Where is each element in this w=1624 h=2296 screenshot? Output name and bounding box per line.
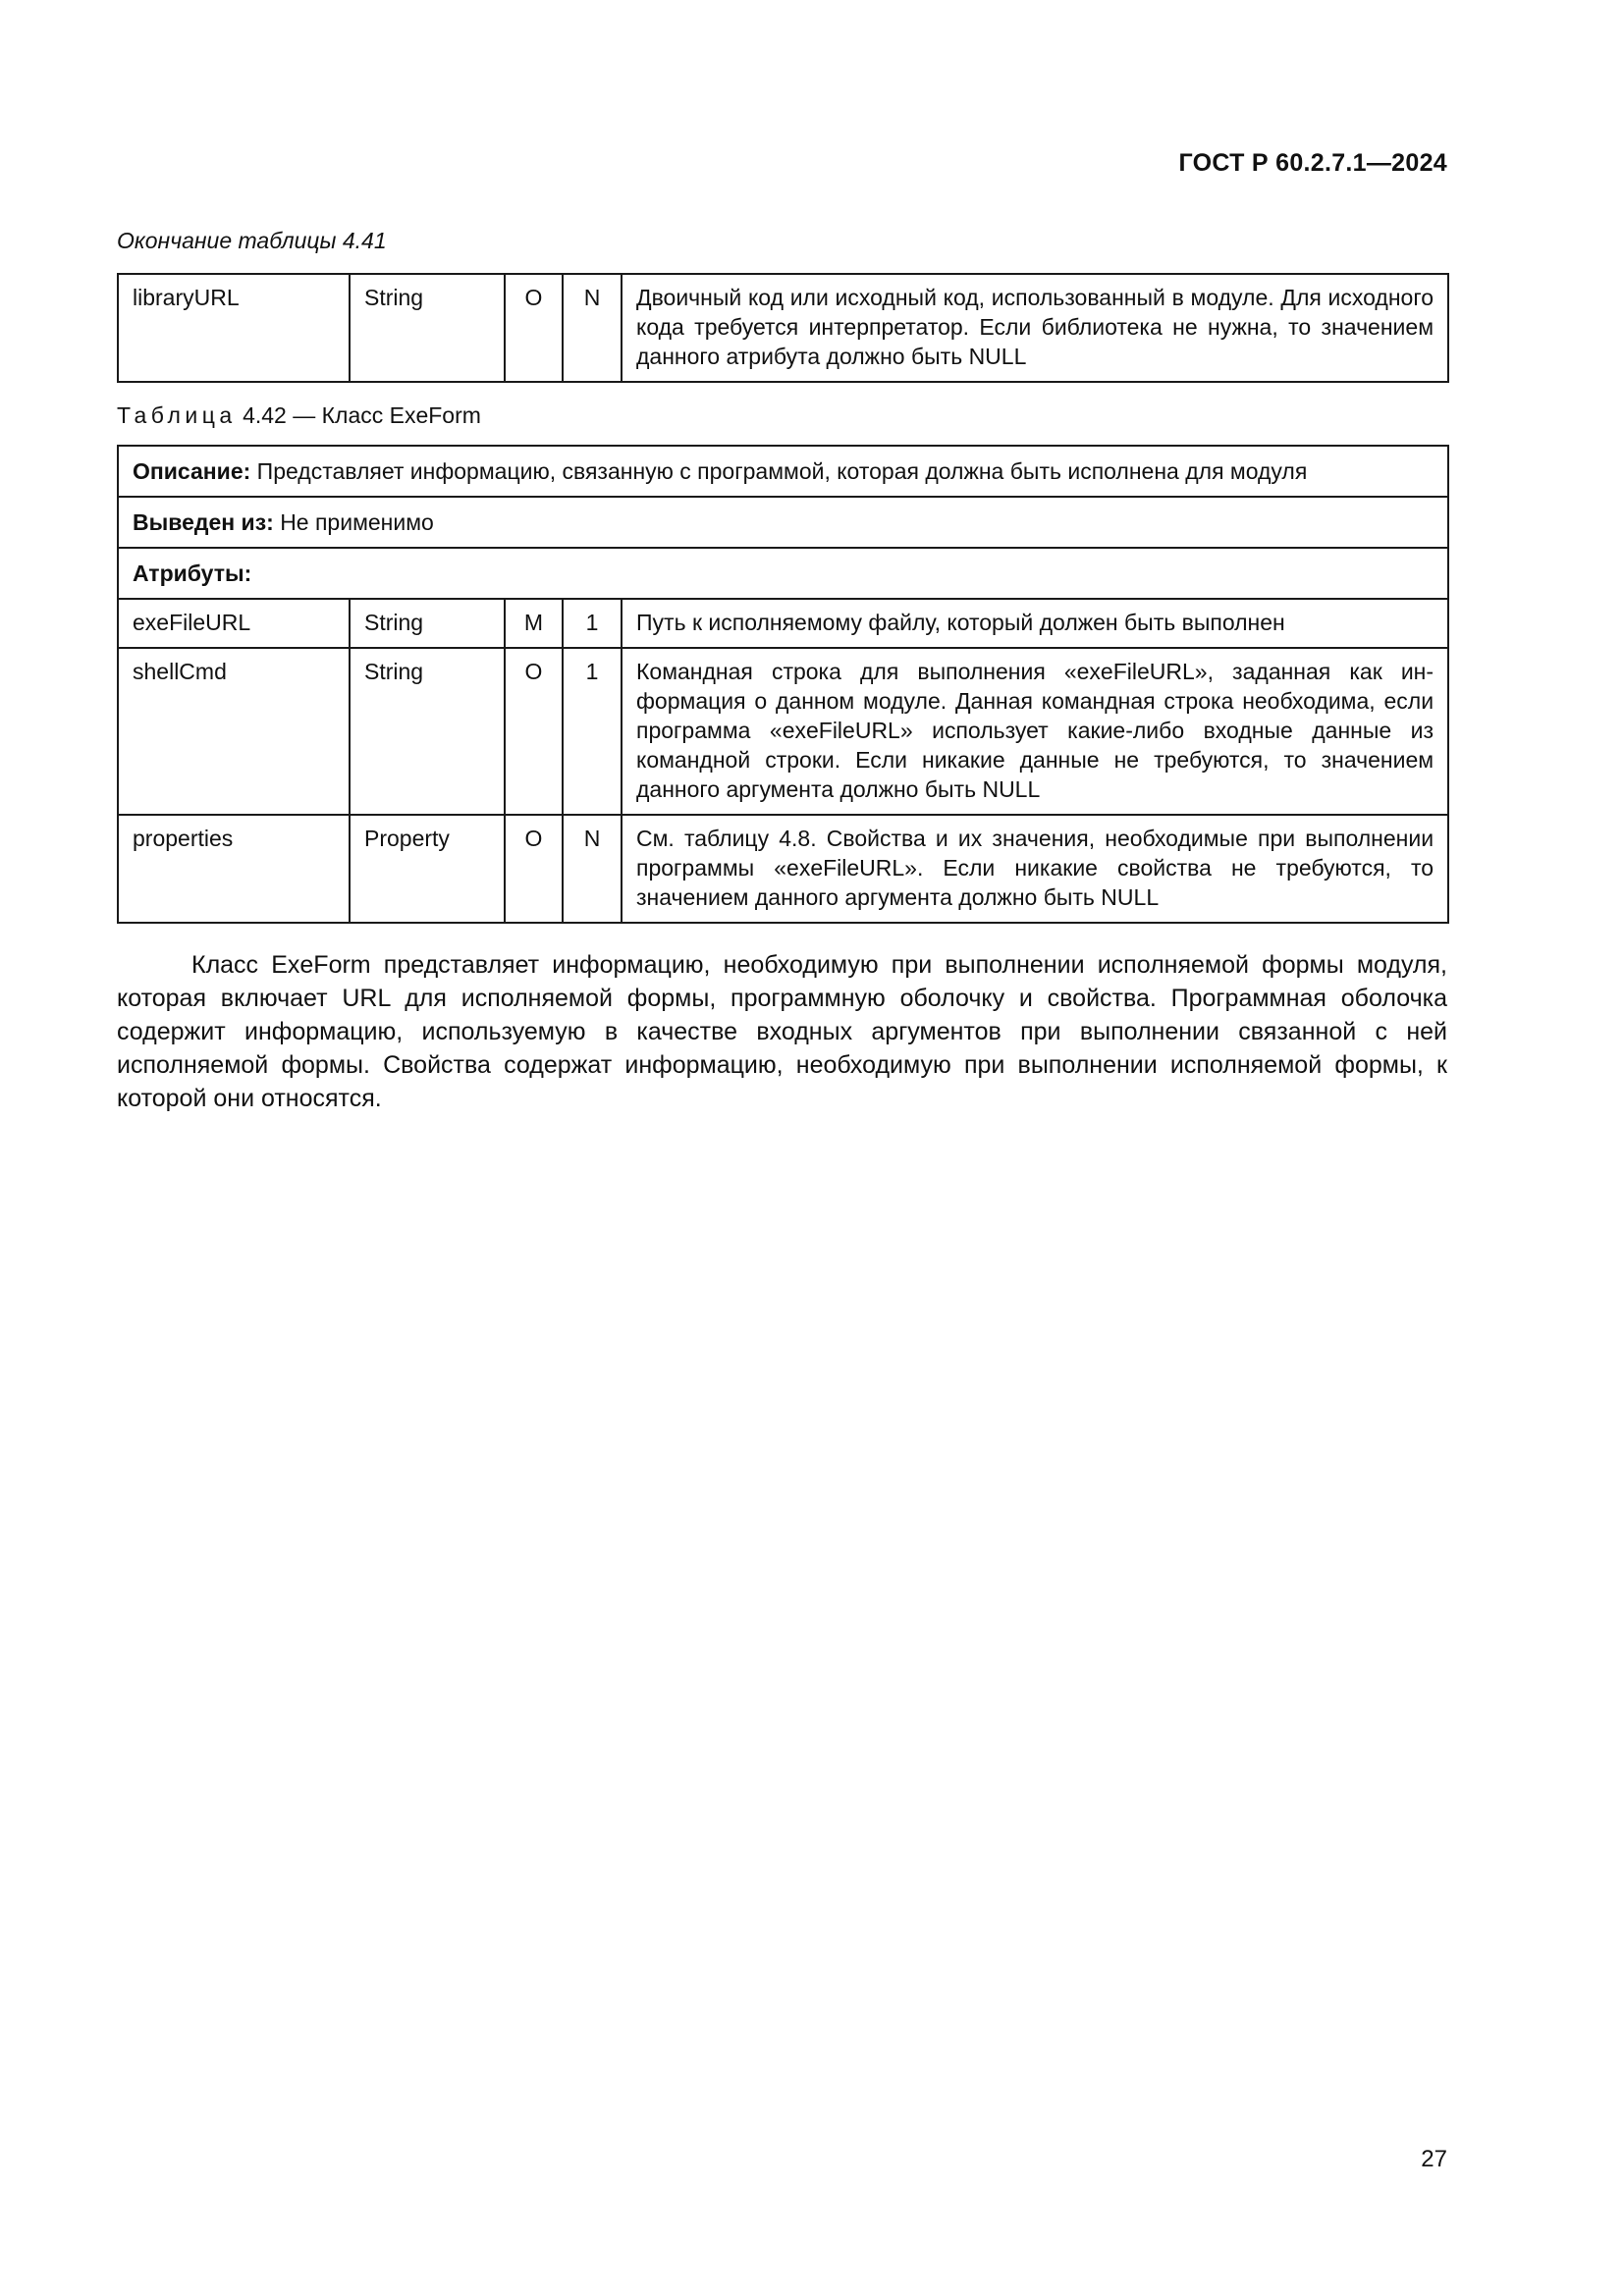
description-value: Представляет информацию, связанную с программой, которая должна быть исполнена для модуля (256, 458, 1308, 484)
table-row (118, 815, 1448, 923)
attribute-type: String (350, 599, 505, 648)
attribute-multiplicity: 1 (563, 648, 622, 815)
attribute-name: exeFileURL (118, 599, 350, 648)
attribute-description: Двоичный код или исходный код, использованный в модуле. Для исходного кода требуется интерпретатор. Если библиотека не нужна, то значением данного атрибута должно быть NULL (622, 274, 1448, 382)
table-4-42 (117, 445, 1449, 924)
table-row (118, 599, 1448, 648)
derived-row (118, 497, 1448, 548)
attributes-label: Атрибуты: (133, 561, 252, 586)
attribute-description: См. таблицу 4.8. Свойства и их значения, необходимые при выполнении программы «exeFileURL». Если никакие свойства не требуются, то значением данного аргумента должно быть NULL (622, 815, 1448, 923)
table-row (118, 648, 1448, 815)
attribute-description: Путь к исполняемому файлу, который должен быть выполнен (622, 599, 1448, 648)
table-title-prefix: Таблица (117, 402, 237, 428)
attribute-name: properties (118, 815, 350, 923)
table-4-41-end (117, 273, 1449, 383)
attributes-header-row (118, 548, 1448, 599)
table-title-rest: 4.42 — Класс ExeForm (243, 402, 481, 428)
description-label: Описание: (133, 458, 251, 484)
attribute-multiplicity: N (563, 815, 622, 923)
page-number: 27 (1421, 2146, 1447, 2172)
attribute-name: libraryURL (118, 274, 350, 382)
attribute-name: shellCmd (118, 648, 350, 815)
attribute-multiplicity: N (563, 274, 622, 382)
table-continuation-caption: Окончание таблицы 4.41 (117, 228, 387, 253)
attribute-type: String (350, 648, 505, 815)
attribute-usage: O (505, 815, 563, 923)
attribute-multiplicity: 1 (563, 599, 622, 648)
attribute-type: Property (350, 815, 505, 923)
attribute-description: Командная строка для выполнения «exeFileURL», заданная как информация о данном модуле. Данная командная строка необходима, если программа «exeFileURL» использует какие-либо входные данные из командной строки. Если никакие данные не требуются, то значением данного аргумента должно быть NULL (622, 648, 1448, 815)
description-row (118, 446, 1448, 497)
attribute-usage: M (505, 599, 563, 648)
standard-code: ГОСТ Р 60.2.7.1—2024 (1178, 149, 1447, 177)
derived-value: Не применимо (280, 509, 434, 535)
table-title (117, 402, 481, 429)
attribute-usage: O (505, 648, 563, 815)
attribute-usage: O (505, 274, 563, 382)
attribute-type: String (350, 274, 505, 382)
table-row (118, 274, 1448, 382)
body-paragraph: Класс ExeForm представляет информацию, необходимую при выполнении исполняемой формы модуля, которая включает URL для исполняемой формы, программную оболочку и свойства. Программная оболочка содержит информацию, используемую в качестве входных аргументов при выполнении связанной с ней исполняемой формы. Свойства содержат информацию, необходимую при выполнении исполняемой формы, к которой они относятся. (117, 951, 1447, 1112)
derived-label: Выведен из: (133, 509, 274, 535)
